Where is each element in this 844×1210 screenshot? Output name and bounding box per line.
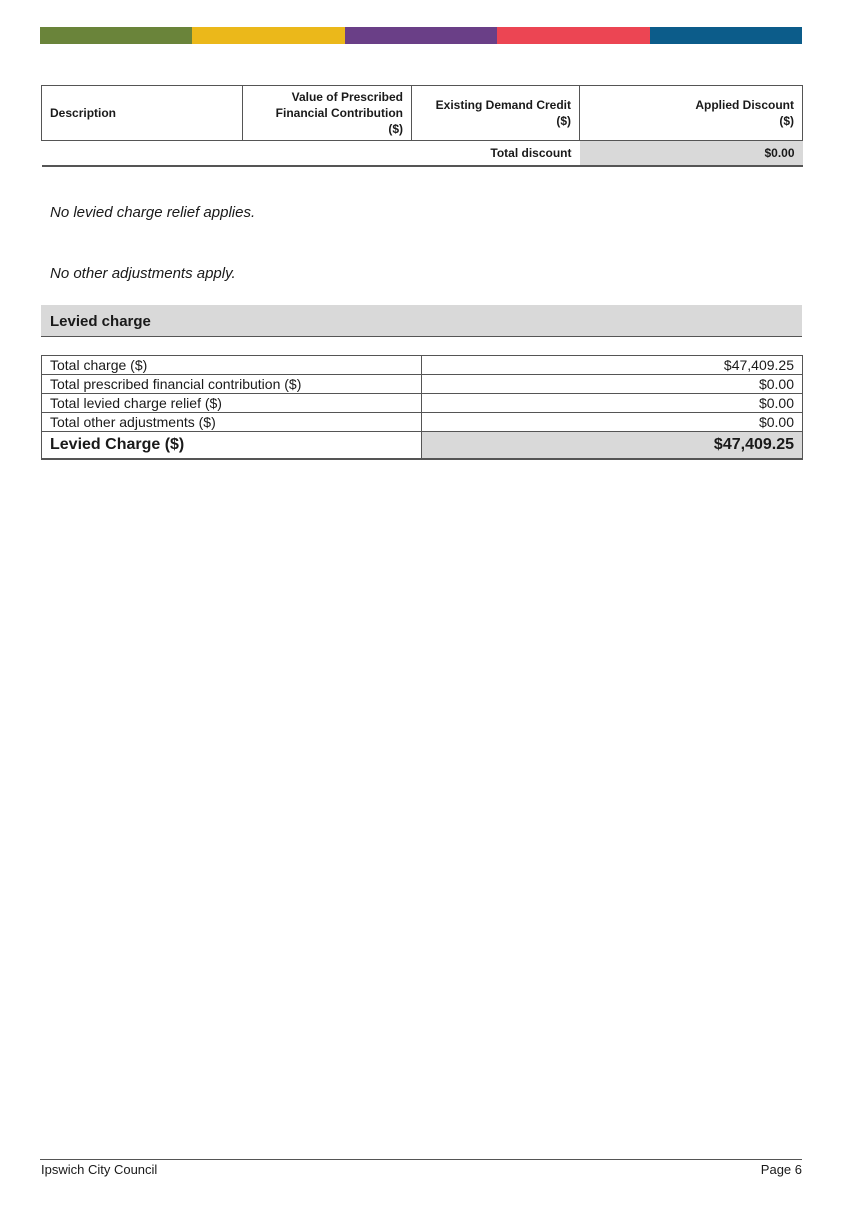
table-row	[42, 375, 803, 394]
color-bar-segment-green	[40, 27, 192, 44]
header-existing-credit	[412, 86, 580, 141]
levied-charge-total-label: Levied Charge ($)	[42, 432, 422, 460]
total-discount-value: $0.00	[580, 141, 803, 167]
header-applied-discount	[580, 86, 803, 141]
header-applied-line2: ($)	[779, 114, 794, 128]
row-label: Total prescribed financial contribution ($)	[42, 375, 422, 394]
row-value: $0.00	[422, 394, 803, 413]
brand-color-bar	[40, 27, 802, 44]
color-bar-segment-red	[497, 27, 649, 44]
levied-charge-table	[41, 355, 803, 460]
row-value: $47,409.25	[422, 356, 803, 375]
footer-divider	[40, 1159, 802, 1160]
discount-table	[41, 85, 803, 167]
header-prescribed-line1: Value of Prescribed	[291, 90, 403, 104]
color-bar-segment-yellow	[192, 27, 344, 44]
footer-organization: Ipswich City Council	[41, 1162, 158, 1177]
footer-page-number: Page 6	[760, 1162, 802, 1177]
header-existing-line2: ($)	[556, 114, 571, 128]
adjustments-note: No other adjustments apply.	[50, 265, 236, 282]
discount-table-header-row	[42, 86, 803, 141]
header-prescribed-line3: ($)	[388, 122, 403, 136]
row-value: $0.00	[422, 375, 803, 394]
row-label: Total levied charge relief ($)	[42, 394, 422, 413]
header-prescribed-value	[243, 86, 412, 141]
discount-total-row	[42, 141, 803, 167]
header-description	[42, 86, 243, 141]
levied-charge-total-row	[42, 432, 803, 460]
header-description-label: Description	[50, 106, 117, 120]
table-row	[42, 413, 803, 432]
row-value: $0.00	[422, 413, 803, 432]
levied-charge-heading: Levied charge	[41, 305, 802, 337]
header-existing-line1: Existing Demand Credit	[435, 98, 571, 112]
color-bar-segment-purple	[345, 27, 497, 44]
color-bar-segment-blue	[650, 27, 802, 44]
row-label: Total charge ($)	[42, 356, 422, 375]
header-applied-line1: Applied Discount	[695, 98, 794, 112]
header-prescribed-line2: Financial Contribution	[275, 106, 403, 120]
table-row	[42, 356, 803, 375]
row-label: Total other adjustments ($)	[42, 413, 422, 432]
levied-charge-total-value: $47,409.25	[422, 432, 803, 460]
relief-note: No levied charge relief applies.	[50, 204, 256, 221]
total-discount-label: Total discount	[42, 141, 580, 167]
table-row	[42, 394, 803, 413]
